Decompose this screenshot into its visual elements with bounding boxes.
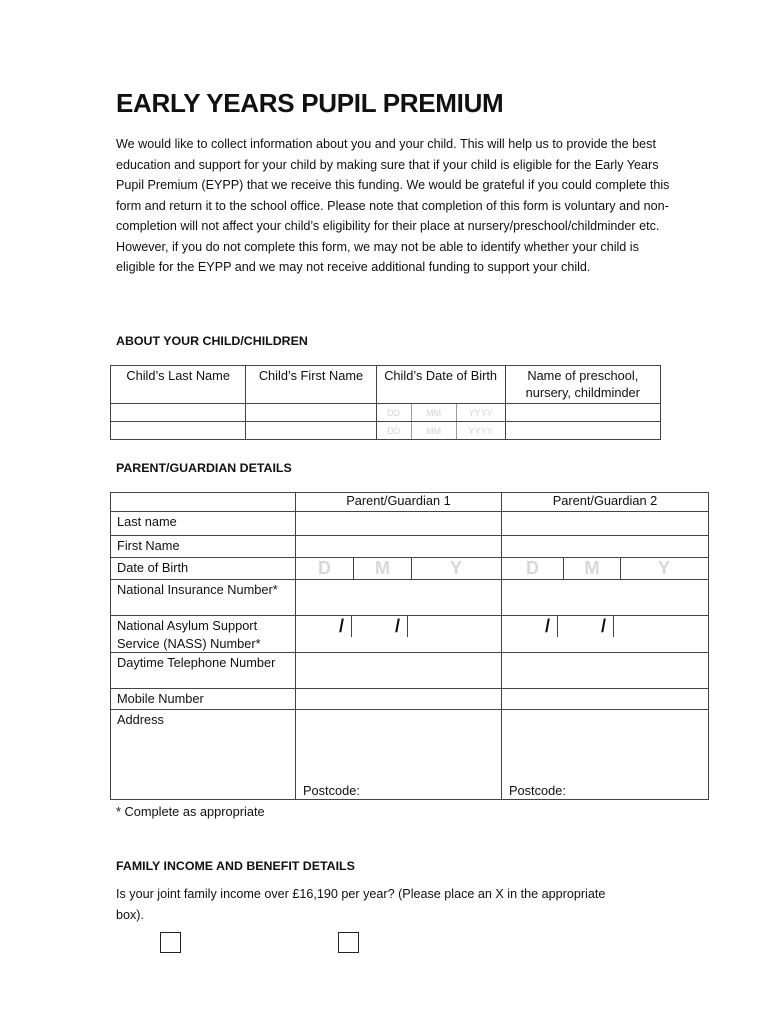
table-row <box>111 512 709 536</box>
parent2-mobile-field[interactable] <box>502 689 709 710</box>
child-first-name-field[interactable] <box>246 422 376 440</box>
income-no-checkbox[interactable] <box>338 932 359 953</box>
col-child-dob: Child’s Date of Birth <box>376 366 505 404</box>
child-first-name-field[interactable] <box>246 404 376 422</box>
children-table-header <box>111 366 661 404</box>
children-table <box>110 365 661 440</box>
dob-day-placeholder: DD <box>377 422 412 439</box>
address-label: Address <box>111 710 296 800</box>
first-name-label: First Name <box>111 536 296 558</box>
parent2-address-field[interactable] <box>502 710 709 800</box>
parent2-dob-field[interactable] <box>502 558 709 580</box>
daytime-phone-label: Daytime Telephone Number <box>111 653 296 689</box>
dob-month-placeholder: MM <box>412 422 457 439</box>
dob-year-placeholder: YYYY <box>468 407 493 418</box>
parent1-mobile-field[interactable] <box>296 689 502 710</box>
intro-paragraph: We would like to collect information about you and your child. This will help us to provide the best education and support for your child by making sure that if your child is eligible for the Early Years Pupil Premium (EYPP) that we receive this funding. We would be grateful if you could complete this form and return it to the school office. Please note that completion of this form is voluntary and non-completion will not affect your child’s eligibility for their place at nursery/preschool/childminder etc. However, if you do not complete this form, we may not be able to identify whether your child is eligible for the EYPP and we may not receive additional funding to support your child. <box>116 137 670 274</box>
dob-label: Date of Birth <box>111 558 296 580</box>
parents-table-header <box>111 493 709 512</box>
dob-year-placeholder: YYYY <box>468 425 493 436</box>
dob-month-placeholder: M <box>354 558 412 579</box>
parent2-nass-number-field[interactable] <box>502 616 709 653</box>
parent1-dob-field[interactable] <box>296 558 502 580</box>
child-dob-field[interactable] <box>376 422 505 440</box>
income-yes-checkbox[interactable] <box>160 932 181 953</box>
parent2-first-name-field[interactable] <box>502 536 709 558</box>
parent1-first-name-field[interactable] <box>296 536 502 558</box>
col-preschool-name: Name of preschool, nursery, childminder <box>505 366 660 404</box>
parent1-postcode-label: Postcode: <box>303 783 360 798</box>
table-row <box>111 616 709 653</box>
parent1-daytime-phone-field[interactable] <box>296 653 502 689</box>
nass-separator: / <box>594 616 614 637</box>
nass-separator: / <box>538 616 558 637</box>
form-title: EARLY YEARS PUPIL PREMIUM <box>116 88 504 118</box>
parent2-ni-number-field[interactable] <box>502 580 709 616</box>
footnote: * Complete as appropriate <box>116 804 265 819</box>
child-preschool-field[interactable] <box>505 422 660 440</box>
dob-month-placeholder: M <box>564 558 621 579</box>
dob-day-placeholder: D <box>502 558 564 579</box>
col-parent-2: Parent/Guardian 2 <box>502 493 709 512</box>
income-question: Is your joint family income over £16,190 per year? (Please place an X in the appropriate box). <box>116 887 606 922</box>
parents-table <box>110 492 709 800</box>
parent2-last-name-field[interactable] <box>502 512 709 536</box>
parent1-ni-number-field[interactable] <box>296 580 502 616</box>
parents-corner-cell <box>111 493 296 512</box>
parent1-address-field[interactable] <box>296 710 502 800</box>
mobile-number-label: Mobile Number <box>111 689 296 710</box>
col-child-last-name: Child’s Last Name <box>111 366 246 404</box>
dob-month-placeholder: MM <box>412 404 457 421</box>
col-child-first-name: Child’s First Name <box>246 366 376 404</box>
nass-separator: / <box>332 616 352 637</box>
dob-day-placeholder: D <box>296 558 354 579</box>
child-dob-field[interactable] <box>376 404 505 422</box>
parent2-postcode-label: Postcode: <box>509 783 566 798</box>
parent2-daytime-phone-field[interactable] <box>502 653 709 689</box>
nass-number-label: National Asylum Support Service (NASS) Number* <box>111 616 296 653</box>
dob-year-placeholder: Y <box>657 558 670 578</box>
table-row <box>111 710 709 800</box>
parent1-last-name-field[interactable] <box>296 512 502 536</box>
children-section-heading: ABOUT YOUR CHILD/CHILDREN <box>116 334 308 348</box>
ni-number-label: National Insurance Number* <box>111 580 296 616</box>
table-row <box>111 422 661 440</box>
table-row <box>111 653 709 689</box>
table-row <box>111 580 709 616</box>
col-parent-1: Parent/Guardian 1 <box>296 493 502 512</box>
table-row <box>111 404 661 422</box>
parents-section-heading: PARENT/GUARDIAN DETAILS <box>116 461 292 475</box>
child-last-name-field[interactable] <box>111 422 246 440</box>
child-preschool-field[interactable] <box>505 404 660 422</box>
child-last-name-field[interactable] <box>111 404 246 422</box>
parent1-nass-number-field[interactable] <box>296 616 502 653</box>
table-row <box>111 536 709 558</box>
last-name-label: Last name <box>111 512 296 536</box>
income-section-heading: FAMILY INCOME AND BENEFIT DETAILS <box>116 859 355 873</box>
dob-year-placeholder: Y <box>449 558 462 578</box>
table-row <box>111 689 709 710</box>
nass-separator: / <box>388 616 408 637</box>
dob-day-placeholder: DD <box>377 404 412 421</box>
table-row <box>111 558 709 580</box>
